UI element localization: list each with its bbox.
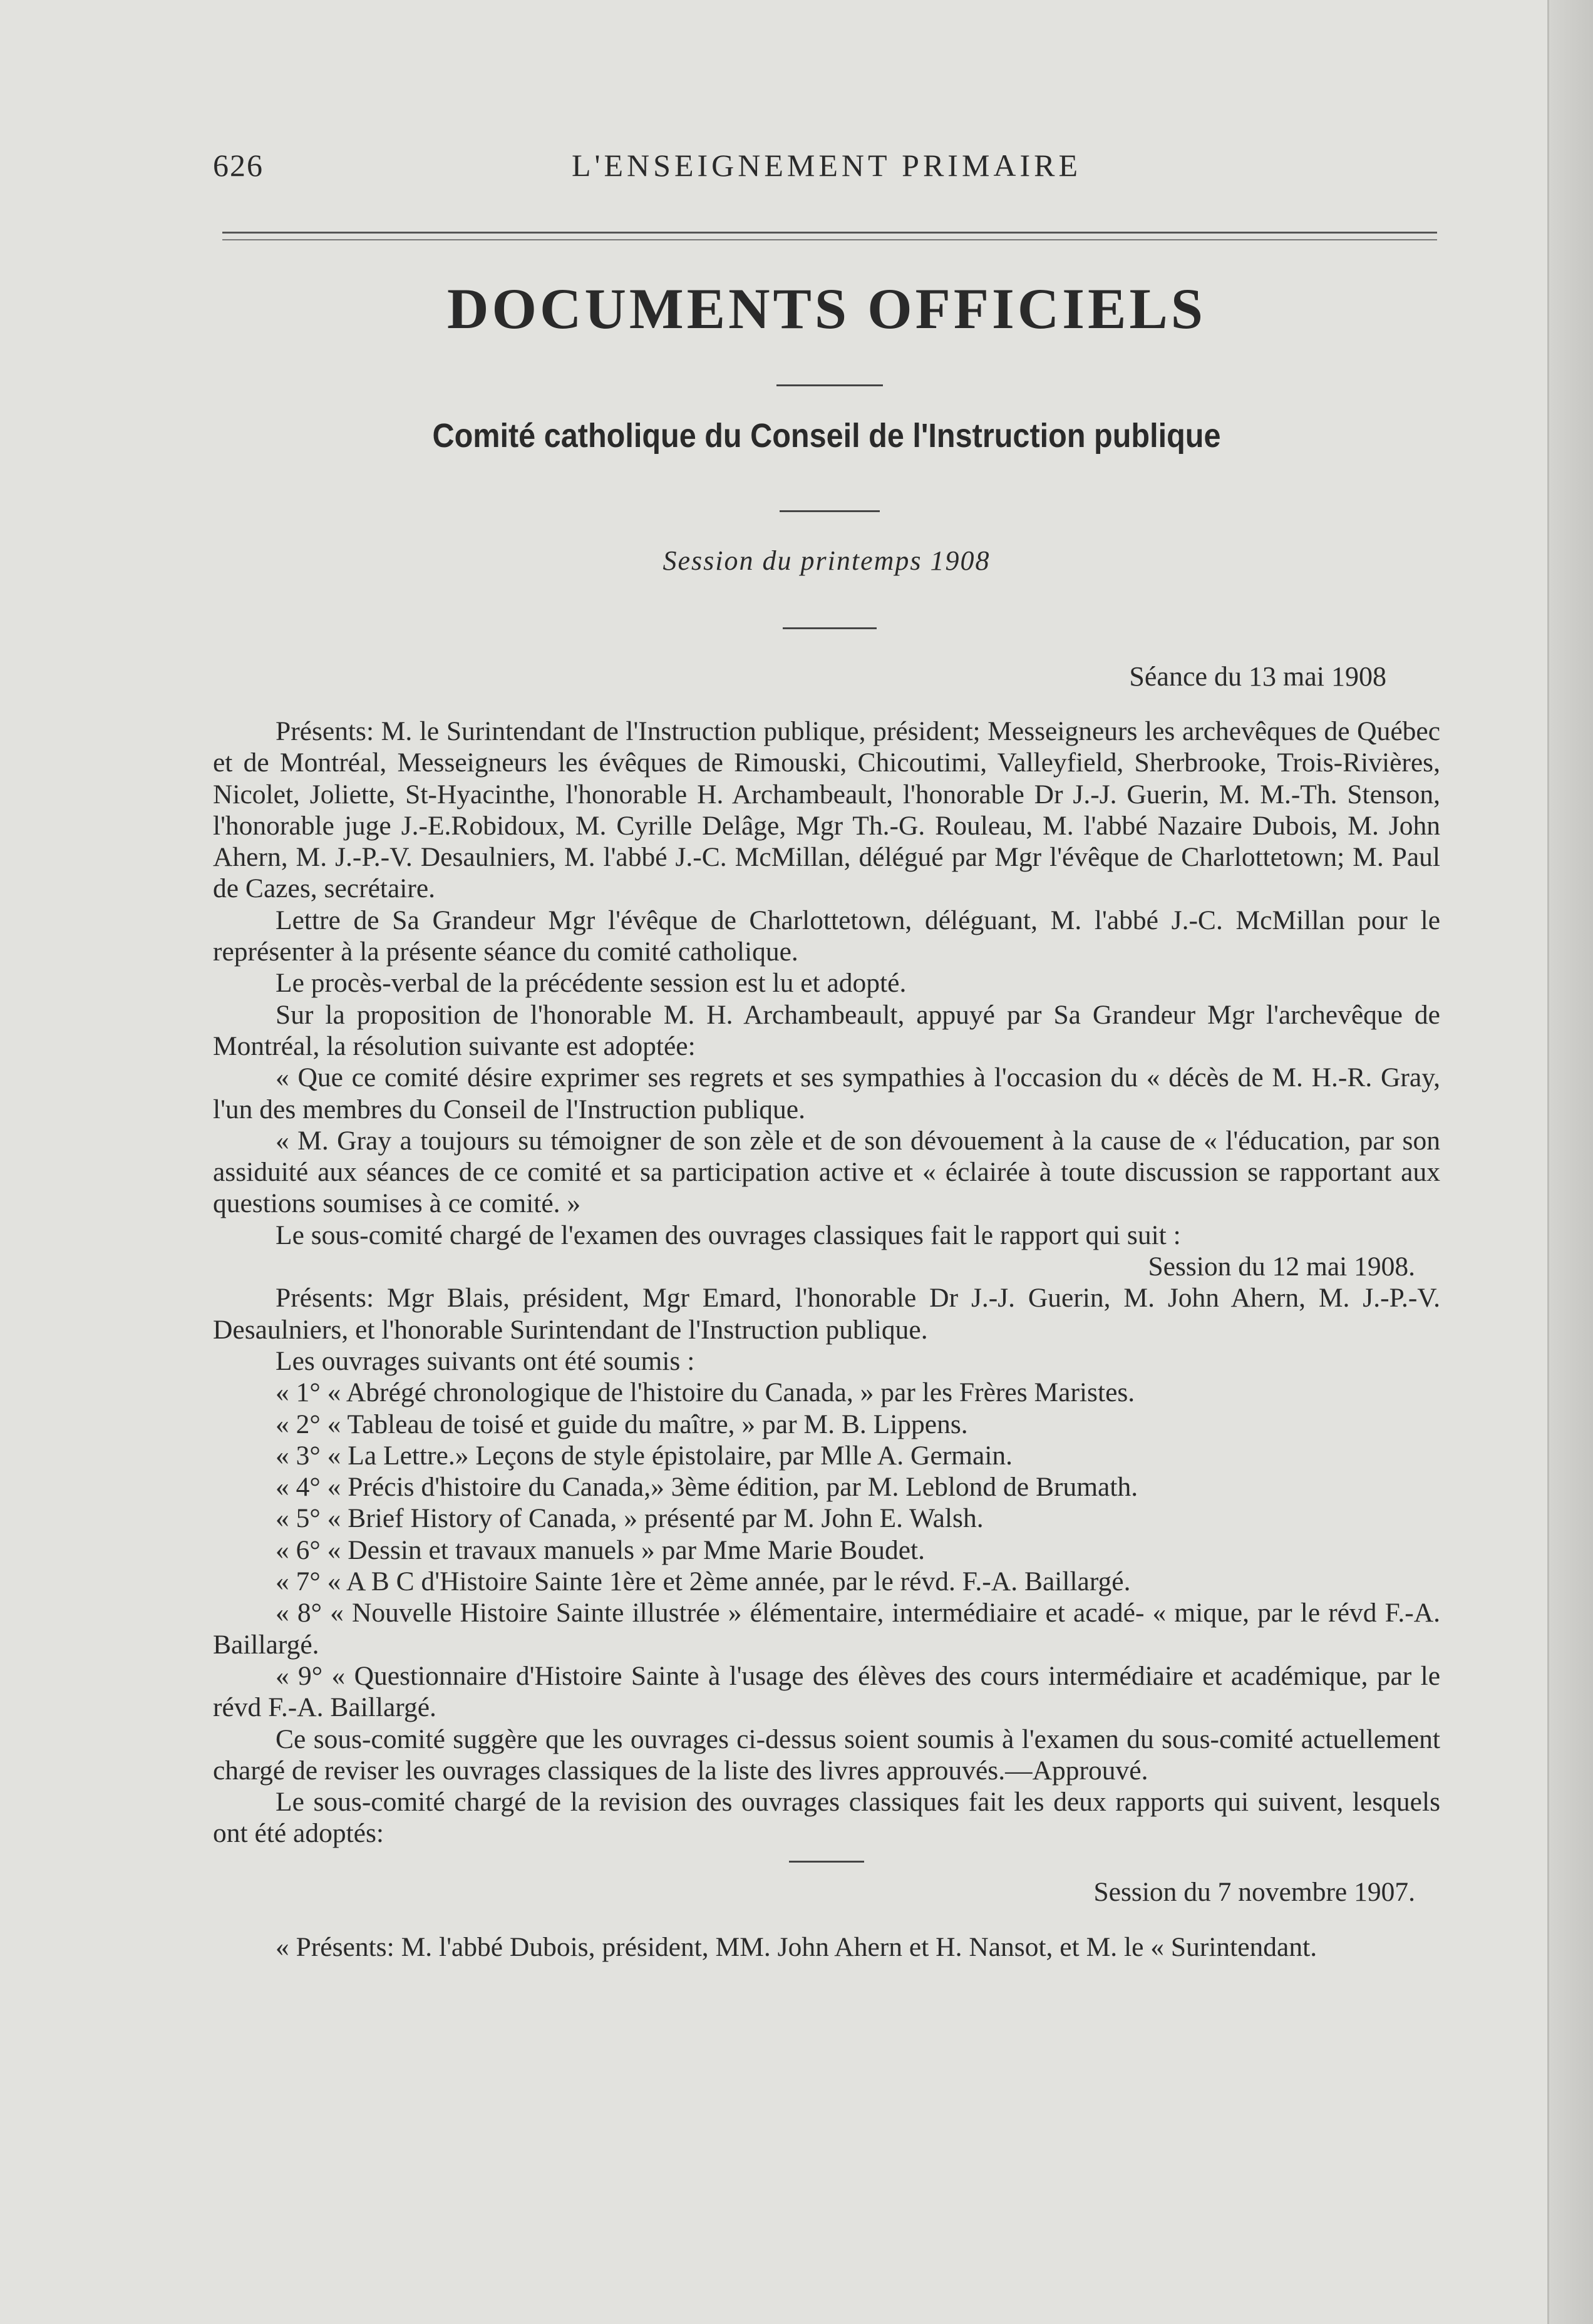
seance-date: Séance du 13 mai 1908: [1129, 661, 1386, 692]
list-item: « 4° « Précis d'histoire du Canada,» 3ème édition, par M. Leblond de Brumath.: [276, 1472, 1138, 1503]
page-edge: [1547, 0, 1593, 2324]
paragraph: « M. Gray a toujours su témoigner de son zèle et de son dévouement à la cause de « l'éducation, par son assiduité aux séances de ce comité et sa participation active et « éclairée à toute discussion se rapportant aux questions soumises à ce comité. »: [213, 1125, 1440, 1219]
list-item: « 6° « Dessin et travaux manuels » par Mme Marie Boudet.: [276, 1535, 925, 1565]
paragraph: Le sous-comité chargé de l'examen des ouvrages classiques fait le rapport qui suit :: [276, 1220, 1181, 1250]
list-item: « 5° « Brief History of Canada, » présenté par M. John E. Walsh.: [276, 1503, 984, 1534]
header-rule-thin: [222, 239, 1437, 240]
paragraph: Le sous-comité chargé de la revision des ouvrages classiques fait les deux rapports qui suivent, lesquels ont été adoptés:: [213, 1787, 1440, 1849]
paragraph: Les ouvrages suivants ont été soumis :: [276, 1345, 695, 1376]
paragraph: Le procès-verbal de la précédente session est lu et adopté.: [276, 968, 907, 999]
list-item: « 8° « Nouvelle Histoire Sainte illustrée » élémentaire, intermédiaire et acadé- « mique, par le révd F.-A. Baillargé.: [213, 1598, 1440, 1660]
paragraph: « Que ce comité désire exprimer ses regrets et ses sympathies à l'occasion du « décès de M. H.-R. Gray, l'un des membres du Conseil de l'Instruction publique.: [213, 1062, 1440, 1124]
list-item: « 2° « Tableau de toisé et guide du maître, » par M. B. Lippens.: [276, 1409, 968, 1439]
final-session-date: Session du 7 novembre 1907.: [1093, 1876, 1415, 1907]
list-item: « 1° « Abrégé chronologique de l'histoire du Canada, » par les Frères Maristes.: [276, 1377, 1135, 1408]
section-divider: [789, 1861, 864, 1863]
list-item: « 7° « A B C d'Histoire Sainte 1ère et 2ème année, par le révd. F.-A. Baillargé.: [276, 1566, 1131, 1597]
section-title: DOCUMENTS OFFICIELS: [447, 277, 1206, 341]
header-rule: [222, 232, 1437, 234]
subsession-date: Session du 12 mai 1908.: [1148, 1252, 1415, 1282]
title-rule: [776, 384, 883, 386]
paragraph: Sur la proposition de l'honorable M. H. Archambeault, appuyé par Sa Grandeur Mgr l'archevêque de Montréal, la résolution suivante est adoptée:: [213, 999, 1440, 1061]
session-title: Session du printemps 1908: [662, 545, 991, 576]
document-body: [213, 716, 1440, 1963]
page-number: 626: [213, 148, 264, 183]
running-title: L'ENSEIGNEMENT PRIMAIRE: [571, 148, 1082, 183]
paragraph: « Présents: M. l'abbé Dubois, président, MM. John Ahern et H. Nansot, et M. le « Surintendant.: [276, 1931, 1317, 1962]
subtitle-rule: [780, 510, 880, 512]
committee-title: Comité catholique du Conseil de l'Instruction publique: [432, 417, 1221, 455]
paragraph: Présents: M. le Surintendant de l'Instruction publique, président; Messeigneurs les archevêques de Québec et de Montréal, Messeigneurs les évêques de Rimouski, Chicoutimi, Valleyfield, Sherbrooke, Trois-Rivières, Nicolet, Joliette, St-Hyacinthe, l'honorable H. Archambeault, l'honorable Dr J.-J. Guerin, M. M.-Th. Stenson, l'honorable juge J.-E.Robidoux, M. Cyrille Delâge, Mgr Th.-G. Rouleau, M. l'abbé Nazaire Dubois, M. John Ahern, M. J.-P.-V. Desaulniers, M. l'abbé J.-C. McMillan, délégué par Mgr l'évêque de Charlottetown; M. Paul de Cazes, secrétaire.: [213, 716, 1440, 904]
list-item: « 3° « La Lettre.» Leçons de style épistolaire, par Mlle A. Germain.: [276, 1440, 1013, 1471]
paragraph: Présents: Mgr Blais, président, Mgr Emard, l'honorable Dr J.-J. Guerin, M. John Ahern, M. J.-P.-V. Desaulniers, et l'honorable Surintendant de l'Instruction publique.: [213, 1283, 1440, 1345]
running-header: [213, 147, 1440, 191]
spacer: [213, 1908, 1440, 1931]
paragraph: Ce sous-comité suggère que les ouvrages ci-dessus soient soumis à l'examen du sous-comité actuellement chargé de reviser les ouvrages classiques de la liste des livres approuvés.—Approuvé.: [213, 1724, 1440, 1786]
list-item: « 9° « Questionnaire d'Histoire Sainte à l'usage des élèves des cours intermédiaire et académique, par le révd F.-A. Baillargé.: [213, 1660, 1440, 1723]
paragraph: Lettre de Sa Grandeur Mgr l'évêque de Charlottetown, déléguant, M. l'abbé J.-C. McMillan pour le représenter à la présente séance du comité catholique.: [213, 905, 1440, 967]
session-rule: [783, 627, 877, 629]
